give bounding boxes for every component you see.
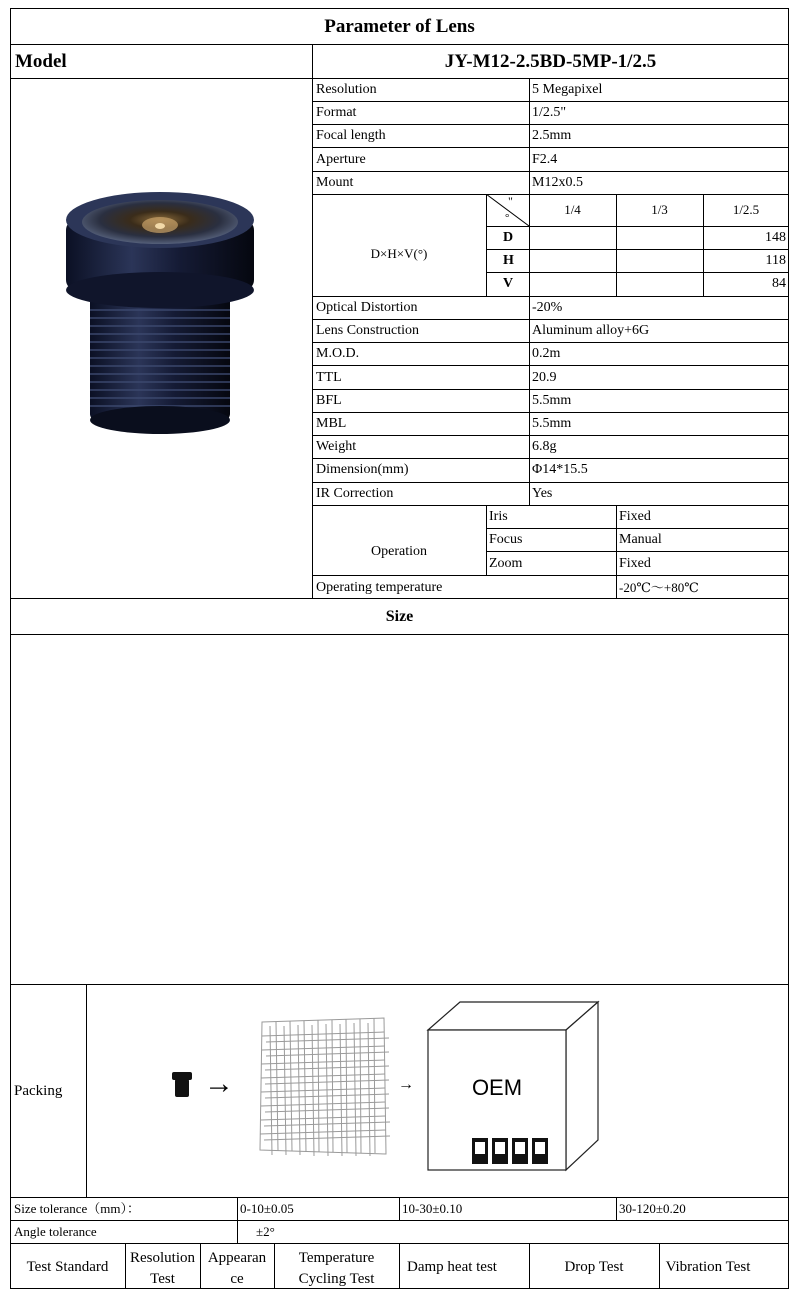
test-item: Appearan ce xyxy=(207,1250,267,1287)
fov-label: D×H×V(°) xyxy=(370,246,428,261)
fov-format-header: 1/4 xyxy=(564,202,581,217)
operation-name: Zoom xyxy=(489,556,523,571)
row-divider xyxy=(10,634,789,635)
operation-value: Fixed xyxy=(619,556,651,571)
oem-box-label: OEM xyxy=(471,1075,523,1100)
foam-tray-grid-icon xyxy=(256,1016,390,1156)
model-label: Model xyxy=(15,51,67,72)
spec-label: Dimension(mm) xyxy=(316,462,409,477)
row-divider xyxy=(312,319,789,320)
arrow-icon-small: → xyxy=(398,1076,414,1093)
spec-label: MBL xyxy=(316,416,347,431)
row-divider xyxy=(10,598,789,599)
fov-cell: 118 xyxy=(765,253,786,268)
lens-icon xyxy=(172,1072,192,1098)
spec-label: BFL xyxy=(316,393,342,408)
row-divider xyxy=(312,575,789,576)
row-divider xyxy=(10,44,789,45)
operation-name: Focus xyxy=(489,532,523,547)
row-divider xyxy=(312,412,789,413)
tolerance-range: 0-10±0.05 xyxy=(240,1201,294,1216)
row-divider xyxy=(312,101,789,102)
row-divider xyxy=(312,365,789,366)
fov-corner-bottom: ° xyxy=(505,212,510,224)
size-tolerance-label: Size tolerance（mm）： xyxy=(14,1201,140,1216)
arrow-icon: → xyxy=(204,1067,234,1100)
operation-name: Iris xyxy=(489,509,508,524)
spec-value: M12x0.5 xyxy=(532,175,583,190)
lens-product-image xyxy=(60,190,260,435)
spec-value: Yes xyxy=(532,486,553,501)
spec-label: IR Correction xyxy=(316,486,394,501)
spec-value: 5 Megapixel xyxy=(532,82,603,97)
spec-value: Φ14*15.5 xyxy=(532,462,588,477)
fov-cell: 84 xyxy=(772,276,786,291)
row-divider xyxy=(312,389,789,390)
fov-axis-label: V xyxy=(503,276,514,291)
spec-value: 5.5mm xyxy=(532,416,572,431)
col-divider xyxy=(486,505,487,575)
fov-format-header: 1/2.5 xyxy=(732,202,760,217)
row-divider xyxy=(312,124,789,125)
spec-label: Aperture xyxy=(316,152,366,167)
spec-value: 6.8g xyxy=(532,439,557,454)
row-divider xyxy=(312,458,789,459)
row-divider xyxy=(312,435,789,436)
test-item: Damp heat test xyxy=(407,1259,497,1275)
tolerance-range: 10-30±0.10 xyxy=(402,1201,463,1216)
row-divider xyxy=(486,249,789,250)
row-divider xyxy=(312,482,789,483)
packing-label: Packing xyxy=(14,1083,63,1099)
spec-value: 2.5mm xyxy=(532,128,572,143)
test-item: Temperature Cycling Test xyxy=(298,1250,375,1287)
row-divider xyxy=(312,296,789,297)
row-divider xyxy=(312,147,789,148)
spec-value: 0.2m xyxy=(532,346,561,361)
tolerance-range: 30-120±0.20 xyxy=(619,1201,686,1216)
col-divider xyxy=(312,44,313,598)
angle-tolerance-label: Angle tolerance xyxy=(14,1224,97,1239)
spec-label: TTL xyxy=(316,370,342,385)
spec-label: Lens Construction xyxy=(316,323,420,338)
col-divider xyxy=(529,296,530,505)
spec-value: 5.5mm xyxy=(532,393,572,408)
test-standard-label: Test Standard xyxy=(26,1259,109,1275)
operation-value: Manual xyxy=(619,532,662,547)
col-divider xyxy=(399,1197,400,1220)
spec-label: Focal length xyxy=(316,128,386,143)
model-value: JY-M12-2.5BD-5MP-1/2.5 xyxy=(444,51,657,72)
col-divider xyxy=(237,1197,238,1243)
spec-value: Aluminum alloy+6G xyxy=(532,323,650,338)
operating-temp-label: Operating temperature xyxy=(316,580,443,595)
operation-value: Fixed xyxy=(619,509,651,524)
col-divider xyxy=(86,984,87,1197)
spec-label: Mount xyxy=(316,175,354,190)
col-divider xyxy=(529,78,530,194)
row-divider xyxy=(10,1220,789,1221)
spec-value: 1/2.5" xyxy=(532,105,567,120)
spec-value: -20% xyxy=(532,300,563,315)
spec-value: 20.9 xyxy=(532,370,557,385)
spec-label: Optical Distortion xyxy=(316,300,418,315)
row-divider xyxy=(10,78,789,79)
page-title: Parameter of Lens xyxy=(324,16,475,37)
test-item: Vibration Test xyxy=(665,1259,751,1275)
fov-format-header: 1/3 xyxy=(651,202,668,217)
fov-axis-label: D xyxy=(503,230,514,245)
row-divider xyxy=(486,551,789,552)
test-item: Resolution Test xyxy=(129,1250,195,1287)
spec-label: Format xyxy=(316,105,357,120)
row-divider xyxy=(486,528,789,529)
spec-label: Resolution xyxy=(316,82,377,97)
fov-corner-top: " xyxy=(508,194,513,208)
spec-label: Weight xyxy=(316,439,357,454)
row-divider xyxy=(312,342,789,343)
spec-label: M.O.D. xyxy=(316,346,360,361)
col-divider xyxy=(616,1197,617,1220)
size-heading: Size xyxy=(385,608,414,625)
operation-label: Operation xyxy=(371,544,427,559)
operating-temp-value: -20℃～+80℃ xyxy=(619,580,699,595)
row-divider xyxy=(312,505,789,506)
row-divider xyxy=(312,171,789,172)
row-divider xyxy=(312,194,789,195)
row-divider xyxy=(486,272,789,273)
col-divider xyxy=(616,505,617,598)
spec-value: F2.4 xyxy=(532,152,558,167)
test-item: Drop Test xyxy=(564,1259,624,1275)
row-divider xyxy=(10,984,789,985)
fov-cell: 148 xyxy=(765,230,786,245)
angle-tolerance-value: ±2° xyxy=(256,1224,275,1239)
fov-axis-label: H xyxy=(503,253,514,268)
row-divider xyxy=(486,226,789,227)
